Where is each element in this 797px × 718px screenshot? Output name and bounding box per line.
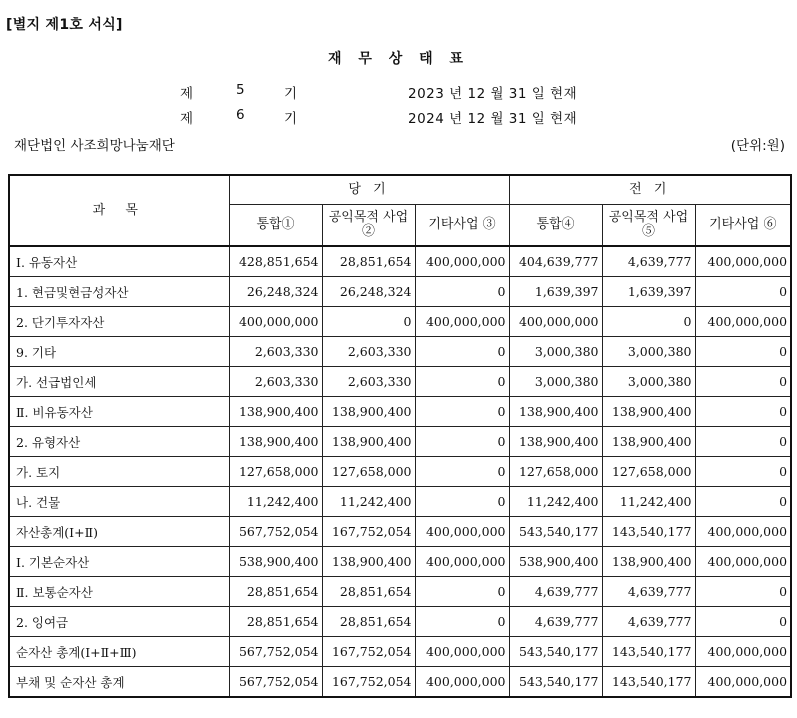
amount-cell: 138,900,400	[229, 397, 322, 427]
amount-cell: 538,900,400	[229, 547, 322, 577]
row-label: Ⅱ. 비유동자산	[9, 397, 229, 427]
amount-cell: 400,000,000	[415, 637, 509, 667]
table-row	[9, 457, 791, 487]
amount-cell: 0	[695, 277, 791, 307]
amount-cell: 400,000,000	[695, 307, 791, 337]
prior-period-header: 전 기	[509, 175, 791, 205]
row-label: Ⅰ. 기본순자산	[9, 547, 229, 577]
period-prefix: 제	[180, 111, 194, 127]
amount-cell: 0	[695, 337, 791, 367]
amount-cell: 567,752,054	[229, 667, 322, 698]
amount-cell: 0	[415, 607, 509, 637]
table-row	[9, 637, 791, 667]
column-header: 기타사업 ⑥	[695, 205, 791, 247]
amount-cell: 4,639,777	[509, 607, 602, 637]
amount-cell: 28,851,654	[229, 607, 322, 637]
item-column-header: 과 목	[9, 175, 229, 246]
period-number: 6	[236, 107, 245, 123]
amount-cell: 138,900,400	[602, 547, 695, 577]
period-suffix: 기	[284, 86, 298, 102]
row-label: 2. 잉여금	[9, 607, 229, 637]
amount-cell: 11,242,400	[509, 487, 602, 517]
amount-cell: 543,540,177	[509, 667, 602, 698]
row-label: 2. 유형자산	[9, 427, 229, 457]
row-label: 순자산 총계(Ⅰ+Ⅱ+Ⅲ)	[9, 637, 229, 667]
amount-cell: 11,242,400	[602, 487, 695, 517]
amount-cell: 0	[415, 457, 509, 487]
form-label: [별지 제1호 서식]	[6, 17, 123, 33]
column-header: 공익목적 사업⑤	[602, 205, 695, 247]
amount-cell: 4,639,777	[602, 577, 695, 607]
period-date: 2024 년 12 월 31 일 현재	[408, 111, 578, 127]
amount-cell: 28,851,654	[229, 577, 322, 607]
amount-cell: 11,242,400	[229, 487, 322, 517]
table-row	[9, 277, 791, 307]
amount-cell: 138,900,400	[229, 427, 322, 457]
amount-cell: 28,851,654	[322, 607, 415, 637]
table-row	[9, 337, 791, 367]
amount-cell: 167,752,054	[322, 667, 415, 698]
amount-cell: 400,000,000	[695, 517, 791, 547]
amount-cell: 4,639,777	[509, 577, 602, 607]
table-row	[9, 367, 791, 397]
amount-cell: 28,851,654	[322, 577, 415, 607]
organization-name: 재단법인 사조희망나눔재단	[14, 138, 175, 154]
amount-cell: 0	[415, 397, 509, 427]
amount-cell: 0	[415, 487, 509, 517]
table-body	[9, 246, 791, 697]
amount-cell: 400,000,000	[509, 307, 602, 337]
amount-cell: 3,000,380	[602, 367, 695, 397]
amount-cell: 0	[695, 397, 791, 427]
amount-cell: 0	[415, 367, 509, 397]
amount-cell: 127,658,000	[229, 457, 322, 487]
amount-cell: 3,000,380	[509, 337, 602, 367]
amount-cell: 4,639,777	[602, 607, 695, 637]
row-label: 가. 선급법인세	[9, 367, 229, 397]
table-row	[9, 547, 791, 577]
amount-cell: 567,752,054	[229, 517, 322, 547]
amount-cell: 0	[322, 307, 415, 337]
amount-cell: 400,000,000	[695, 637, 791, 667]
period-row	[180, 107, 600, 127]
table-row	[9, 667, 791, 698]
unit-label: (단위:원)	[730, 138, 785, 154]
amount-cell: 0	[695, 607, 791, 637]
column-header: 통합①	[229, 205, 322, 247]
table-row	[9, 246, 791, 277]
amount-cell: 2,603,330	[229, 367, 322, 397]
amount-cell: 543,540,177	[509, 637, 602, 667]
amount-cell: 143,540,177	[602, 637, 695, 667]
amount-cell: 11,242,400	[322, 487, 415, 517]
row-label: Ⅰ. 유동자산	[9, 246, 229, 277]
amount-cell: 0	[695, 487, 791, 517]
amount-cell: 2,603,330	[322, 367, 415, 397]
amount-cell: 138,900,400	[602, 427, 695, 457]
amount-cell: 1,639,397	[509, 277, 602, 307]
row-label: 부채 및 순자산 총계	[9, 667, 229, 698]
amount-cell: 538,900,400	[509, 547, 602, 577]
amount-cell: 400,000,000	[695, 667, 791, 698]
amount-cell: 127,658,000	[322, 457, 415, 487]
amount-cell: 400,000,000	[229, 307, 322, 337]
table-row	[9, 517, 791, 547]
amount-cell: 0	[415, 577, 509, 607]
document-title: 재 무 상 태 표	[327, 51, 470, 67]
period-prefix: 제	[180, 86, 194, 102]
amount-cell: 400,000,000	[415, 246, 509, 277]
row-label: 나. 건물	[9, 487, 229, 517]
row-label: 1. 현금및현금성자산	[9, 277, 229, 307]
column-header: 공익목적 사업②	[322, 205, 415, 247]
period-suffix: 기	[284, 111, 298, 127]
amount-cell: 0	[695, 427, 791, 457]
amount-cell: 428,851,654	[229, 246, 322, 277]
amount-cell: 138,900,400	[322, 397, 415, 427]
table-row	[9, 307, 791, 337]
amount-cell: 543,540,177	[509, 517, 602, 547]
table-row	[9, 397, 791, 427]
current-period-header: 당 기	[229, 175, 509, 205]
amount-cell: 1,639,397	[602, 277, 695, 307]
amount-cell: 26,248,324	[229, 277, 322, 307]
amount-cell: 0	[415, 337, 509, 367]
amount-cell: 138,900,400	[322, 427, 415, 457]
amount-cell: 138,900,400	[509, 397, 602, 427]
row-label: 자산총계(Ⅰ+Ⅱ)	[9, 517, 229, 547]
amount-cell: 26,248,324	[322, 277, 415, 307]
amount-cell: 167,752,054	[322, 637, 415, 667]
amount-cell: 400,000,000	[415, 307, 509, 337]
row-label: 2. 단기투자자산	[9, 307, 229, 337]
balance-sheet-table	[8, 174, 792, 698]
amount-cell: 400,000,000	[415, 517, 509, 547]
amount-cell: 400,000,000	[695, 547, 791, 577]
amount-cell: 400,000,000	[415, 547, 509, 577]
amount-cell: 28,851,654	[322, 246, 415, 277]
amount-cell: 2,603,330	[229, 337, 322, 367]
amount-cell: 127,658,000	[602, 457, 695, 487]
table-row	[9, 487, 791, 517]
period-date: 2023 년 12 월 31 일 현재	[408, 86, 578, 102]
amount-cell: 0	[695, 577, 791, 607]
amount-cell: 567,752,054	[229, 637, 322, 667]
table-row	[9, 427, 791, 457]
amount-cell: 143,540,177	[602, 517, 695, 547]
amount-cell: 138,900,400	[322, 547, 415, 577]
column-header: 통합④	[509, 205, 602, 247]
amount-cell: 143,540,177	[602, 667, 695, 698]
amount-cell: 138,900,400	[602, 397, 695, 427]
row-label: Ⅱ. 보통순자산	[9, 577, 229, 607]
amount-cell: 400,000,000	[415, 667, 509, 698]
amount-cell: 3,000,380	[602, 337, 695, 367]
table-row	[9, 577, 791, 607]
amount-cell: 4,639,777	[602, 246, 695, 277]
amount-cell: 3,000,380	[509, 367, 602, 397]
amount-cell: 0	[415, 277, 509, 307]
amount-cell: 127,658,000	[509, 457, 602, 487]
amount-cell: 400,000,000	[695, 246, 791, 277]
period-row	[180, 82, 600, 102]
row-label: 9. 기타	[9, 337, 229, 367]
period-number: 5	[236, 82, 245, 98]
column-header: 기타사업 ③	[415, 205, 509, 247]
amount-cell: 167,752,054	[322, 517, 415, 547]
amount-cell: 0	[602, 307, 695, 337]
amount-cell: 138,900,400	[509, 427, 602, 457]
amount-cell: 2,603,330	[322, 337, 415, 367]
row-label: 가. 토지	[9, 457, 229, 487]
amount-cell: 0	[695, 367, 791, 397]
amount-cell: 0	[695, 457, 791, 487]
amount-cell: 404,639,777	[509, 246, 602, 277]
amount-cell: 0	[415, 427, 509, 457]
table-row	[9, 607, 791, 637]
